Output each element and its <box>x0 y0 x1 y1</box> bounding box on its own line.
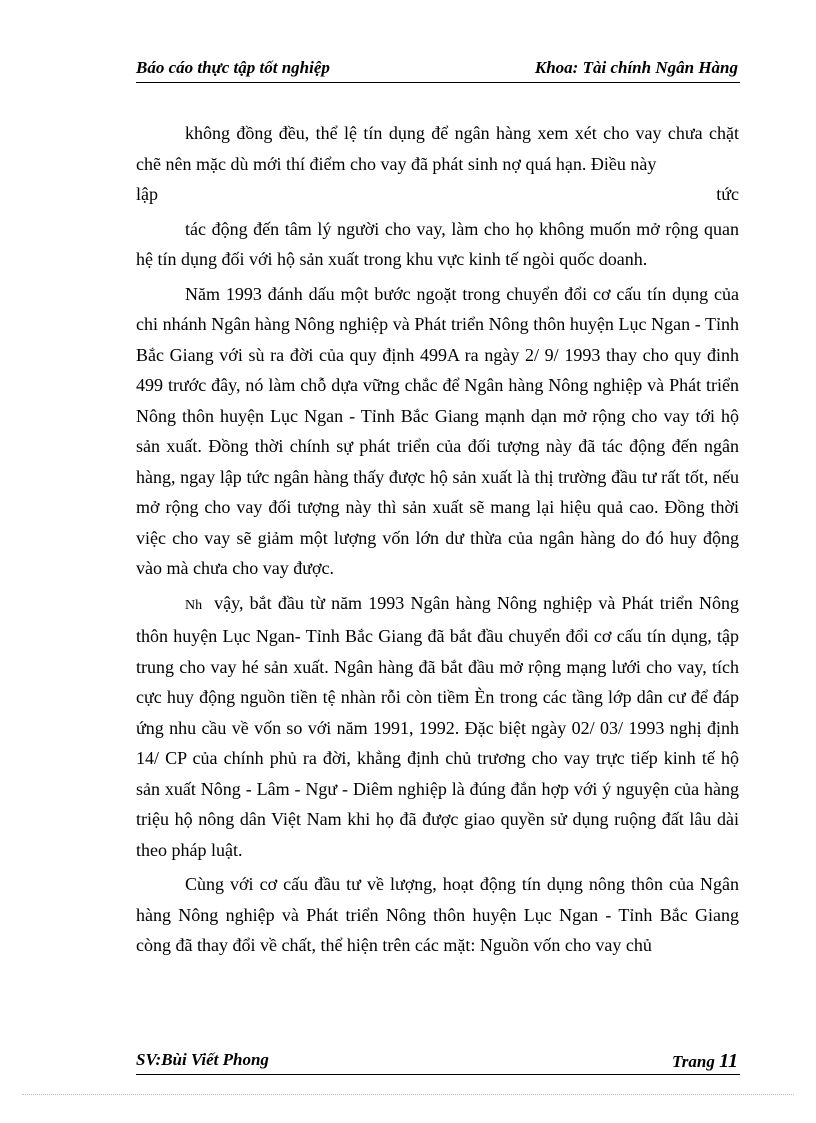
page-footer <box>136 1050 740 1075</box>
paragraph-4 <box>136 588 739 866</box>
header-faculty: Khoa: Tài chính Ngân Hàng <box>534 58 738 77</box>
paragraph-4-lead: Nh <box>185 597 203 613</box>
paragraph-4-text: vậy, bắt đầu từ năm 1993 Ngân hàng Nông nghiệp và Phát triển Nông thôn huyện Lục Ngan- Tỉnh Bắc Giang đã bắt đầu chuyển đổi cơ cấu tín dụng, tập trung cho vay hé sản xuất. Ngân hàng đã bắt đầu mở rộng mạng lưới cho vay, tích cực huy động nguồn tiền tệ nhàn rỗi còn tiềm Èn trong các tầng lớp dân cư để đáp ứng nhu cầu về vốn so với năm 1991, 1992. Đặc biệt ngày 02/ 03/ 1993 nghị định 14/ CP của chính phủ ra đời, khẳng định chủ trương cho vay trực tiếp kinh tế hộ sản xuất Nông - Lâm - Ngư - Diêm nghiệp là đúng đắn hợp với ý nguyện của hàng triệu hộ nông dân Việt Nam khi họ đã được giao quyền sử dụng ruộng đất lâu dài theo pháp luật. <box>136 592 739 860</box>
footer-page-label: Trang <box>672 1052 715 1071</box>
footer-page <box>672 1050 738 1073</box>
document-body <box>136 118 739 961</box>
footer-student-name: SV:Bùi Viết Phong <box>136 1050 269 1069</box>
paragraph-1-last-line <box>136 179 739 210</box>
page-edge-divider <box>22 1094 794 1095</box>
footer-page-number: 11 <box>719 1050 738 1072</box>
paragraph-1-word-left: lập <box>136 184 158 204</box>
paragraph-2: tác động đến tâm lý người cho vay, làm cho họ không muốn mở rộng quan hệ tín dụng đối với hộ sản xuất trong khu vực kinh tế ngòi quốc doanh. <box>136 218 739 269</box>
paragraph-5: Cùng với cơ cấu đầu tư về lượng, hoạt động tín dụng nông thôn của Ngân hàng Nông nghiệp và Phát triển Nông thôn huyện Lục Ngan - Tỉnh Bắc Giang còng đã thay đổi về chất, thể hiện trên các mặt: Nguồn vốn cho vay chủ <box>136 874 739 955</box>
page-header <box>136 58 740 83</box>
header-report-title: Báo cáo thực tập tốt nghiệp <box>136 58 330 77</box>
paragraph-1: không đồng đều, thể lệ tín dụng để ngân hàng xem xét cho vay chưa chặt chẽ nên mặc dù mới thí điểm cho vay đã phát sinh nợ quá hạn. Điều này <box>136 123 739 174</box>
paragraph-1-word-right: tức <box>716 184 739 204</box>
paragraph-3: Năm 1993 đánh dấu một bước ngoặt trong chuyển đổi cơ cấu tín dụng của chi nhánh Ngân hàng Nông nghiệp và Phát triển Nông thôn huyện Lục Ngan - Tỉnh Bắc Giang với sù ra đời của quy định 499A ra ngày 2/ 9/ 1993 thay cho quy đinh 499 trước đây, nó làm chỗ dựa vững chắc để Ngân hàng Nông nghiệp và Phát triển Nông thôn huyện Lục Ngan - Tỉnh Bắc Giang mạnh dạn mở rộng cho vay tới hộ sản xuất. Đồng thời chính sự phát triển của đối tượng này đã tác động đến ngân hàng, ngay lập tức ngân hàng thấy được hộ sản xuất là thị trường đầu tư rất tốt, nếu mở rộng cho vay đối tượng này thì sản xuất sẽ mang lại hiệu quả cao. Đồng thời việc cho vay sẽ giảm một lượng vốn lớn dư thừa của ngân hàng do đó huy động vào mà chưa cho vay được. <box>136 283 739 578</box>
